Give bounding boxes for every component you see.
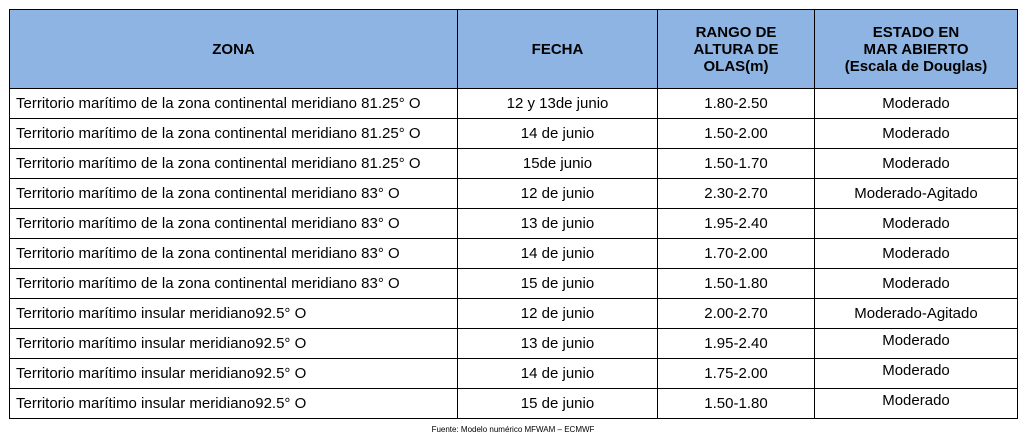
cell-zona: Territorio marítimo insular meridiano92.5° O: [10, 359, 458, 389]
cell-zona: Territorio marítimo insular meridiano92.5° O: [10, 329, 458, 359]
table-row: [10, 359, 1018, 389]
cell-rango: 1.50-1.80: [658, 389, 815, 419]
cell-fecha: 14 de junio: [458, 119, 658, 149]
cell-fecha: 14 de junio: [458, 239, 658, 269]
table-row: [10, 269, 1018, 299]
cell-zona: Territorio marítimo de la zona continental meridiano 83° O: [10, 209, 458, 239]
cell-estado: Moderado: [815, 119, 1018, 149]
cell-zona: Territorio marítimo de la zona continental meridiano 81.25° O: [10, 89, 458, 119]
cell-rango: 1.95-2.40: [658, 209, 815, 239]
cell-rango: 1.70-2.00: [658, 239, 815, 269]
cell-estado: Moderado: [815, 239, 1018, 269]
table-row: [10, 89, 1018, 119]
cell-estado: Moderado: [815, 89, 1018, 119]
cell-fecha: 12 de junio: [458, 179, 658, 209]
cell-fecha: 14 de junio: [458, 359, 658, 389]
cell-estado: Moderado: [815, 359, 1018, 389]
cell-estado: Moderado: [815, 269, 1018, 299]
cell-estado: Moderado-Agitado: [815, 299, 1018, 329]
cell-fecha: 12 y 13de junio: [458, 89, 658, 119]
header-row: [10, 10, 1018, 89]
header-estado: ESTADO EN MAR ABIERTO (Escala de Douglas): [815, 10, 1018, 89]
cell-fecha: 15 de junio: [458, 389, 658, 419]
table-row: [10, 389, 1018, 419]
cell-estado: Moderado-Agitado: [815, 179, 1018, 209]
cell-fecha: 15de junio: [458, 149, 658, 179]
table-row: [10, 209, 1018, 239]
cell-estado: Moderado: [815, 329, 1018, 359]
cell-fecha: 12 de junio: [458, 299, 658, 329]
cell-zona: Territorio marítimo insular meridiano92.5° O: [10, 389, 458, 419]
table-row: [10, 299, 1018, 329]
table-row: [10, 179, 1018, 209]
cell-estado: Moderado: [815, 209, 1018, 239]
cell-rango: 1.80-2.50: [658, 89, 815, 119]
wave-forecast-table: [9, 9, 1018, 419]
table-row: [10, 119, 1018, 149]
source-note: Fuente: Modelo numérico MFWAM – ECMWF: [431, 425, 595, 434]
cell-estado: Moderado: [815, 149, 1018, 179]
cell-zona: Territorio marítimo insular meridiano92.5° O: [10, 299, 458, 329]
cell-fecha: 13 de junio: [458, 209, 658, 239]
header-zona: ZONA: [10, 10, 458, 89]
cell-fecha: 15 de junio: [458, 269, 658, 299]
cell-rango: 1.75-2.00: [658, 359, 815, 389]
table-row: [10, 329, 1018, 359]
table-row: [10, 149, 1018, 179]
cell-rango: 1.50-2.00: [658, 119, 815, 149]
cell-fecha: 13 de junio: [458, 329, 658, 359]
cell-zona: Territorio marítimo de la zona continental meridiano 81.25° O: [10, 149, 458, 179]
cell-zona: Territorio marítimo de la zona continental meridiano 83° O: [10, 269, 458, 299]
cell-zona: Territorio marítimo de la zona continental meridiano 83° O: [10, 239, 458, 269]
header-rango: RANGO DE ALTURA DE OLAS(m): [658, 10, 815, 89]
cell-rango: 1.50-1.70: [658, 149, 815, 179]
cell-rango: 1.50-1.80: [658, 269, 815, 299]
header-fecha: FECHA: [458, 10, 658, 89]
cell-zona: Territorio marítimo de la zona continental meridiano 83° O: [10, 179, 458, 209]
cell-estado: Moderado: [815, 389, 1018, 419]
table-row: [10, 239, 1018, 269]
cell-zona: Territorio marítimo de la zona continental meridiano 81.25° O: [10, 119, 458, 149]
cell-rango: 2.30-2.70: [658, 179, 815, 209]
cell-rango: 1.95-2.40: [658, 329, 815, 359]
cell-rango: 2.00-2.70: [658, 299, 815, 329]
